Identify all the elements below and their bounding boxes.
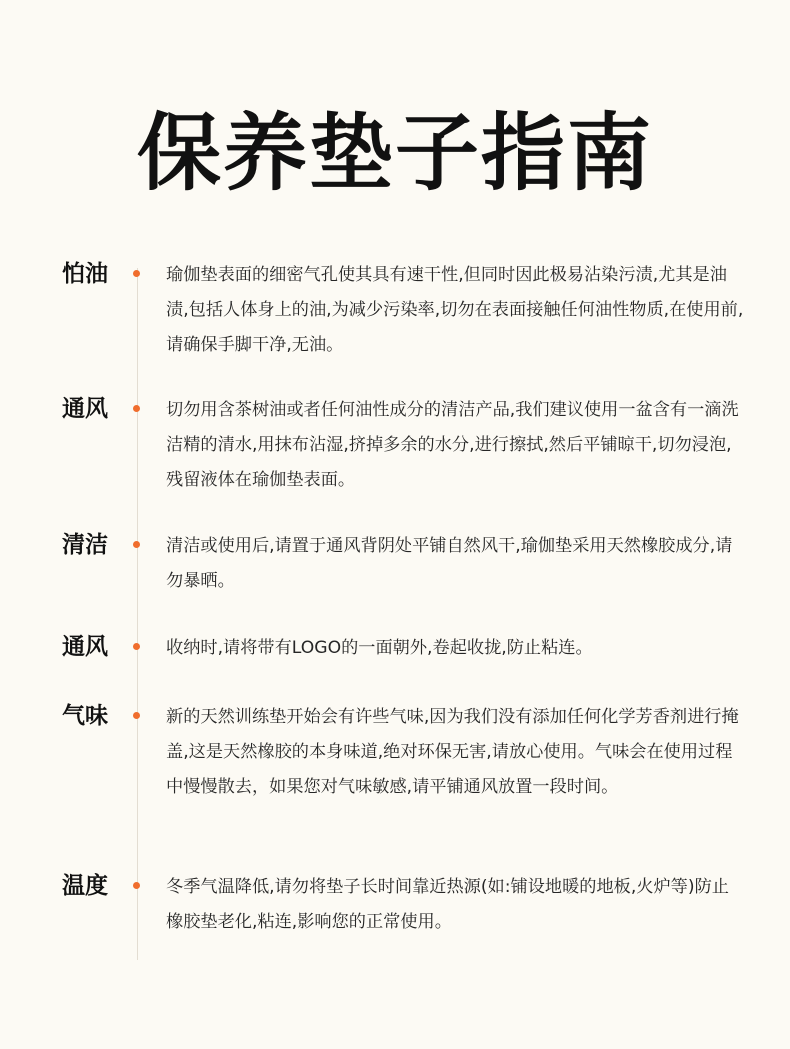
section-description: 新的天然训练垫开始会有许些气味,因为我们没有添加任何化学芳香剂进行掩盖,这是天然橡胶的本身味道,绝对环保无害,请放心使用。气味会在使用过程中慢慢散去，如果您对气味敏感,请平铺通风放置一段时间。 bbox=[166, 707, 739, 797]
timeline-dot bbox=[133, 270, 140, 277]
page-title: 保养垫子指南 bbox=[136, 104, 653, 202]
section-label: 温度 bbox=[62, 873, 108, 899]
section-description: 收纳时,请将带有LOGO的一面朝外,卷起收拢,防止粘连。 bbox=[166, 638, 593, 658]
timeline-dot bbox=[133, 405, 140, 412]
section-label: 气味 bbox=[62, 703, 108, 729]
section-label: 通风 bbox=[62, 396, 108, 422]
section-label: 怕油 bbox=[62, 261, 108, 287]
timeline-dot bbox=[133, 541, 140, 548]
section-description: 瑜伽垫表面的细密气孔使其具有速干性,但同时因此极易沾染污渍,尤其是油渍,包括人体身上的油,为减少污染率,切勿在表面接触任何油性物质,在使用前,请确保手脚干净,无油。 bbox=[166, 265, 744, 355]
timeline-dot bbox=[133, 643, 140, 650]
timeline-dot bbox=[133, 882, 140, 889]
section-label: 通风 bbox=[62, 634, 108, 660]
section-description: 清洁或使用后,请置于通风背阴处平铺自然风干,瑜伽垫采用天然橡胶成分,请勿暴晒。 bbox=[166, 536, 733, 591]
section-description: 切勿用含茶树油或者任何油性成分的清洁产品,我们建议使用一盆含有一滴洗洁精的清水,用抹布沾湿,挤掉多余的水分,进行擦拭,然后平铺晾干,切勿浸泡,残留液体在瑜伽垫表面。 bbox=[166, 400, 739, 490]
timeline-line bbox=[137, 268, 138, 960]
section-description: 冬季气温降低,请勿将垫子长时间靠近热源(如:铺设地暖的地板,火炉等)防止橡胶垫老化,粘连,影响您的正常使用。 bbox=[166, 877, 729, 932]
timeline-dot bbox=[133, 712, 140, 719]
section-label: 清洁 bbox=[62, 532, 108, 558]
